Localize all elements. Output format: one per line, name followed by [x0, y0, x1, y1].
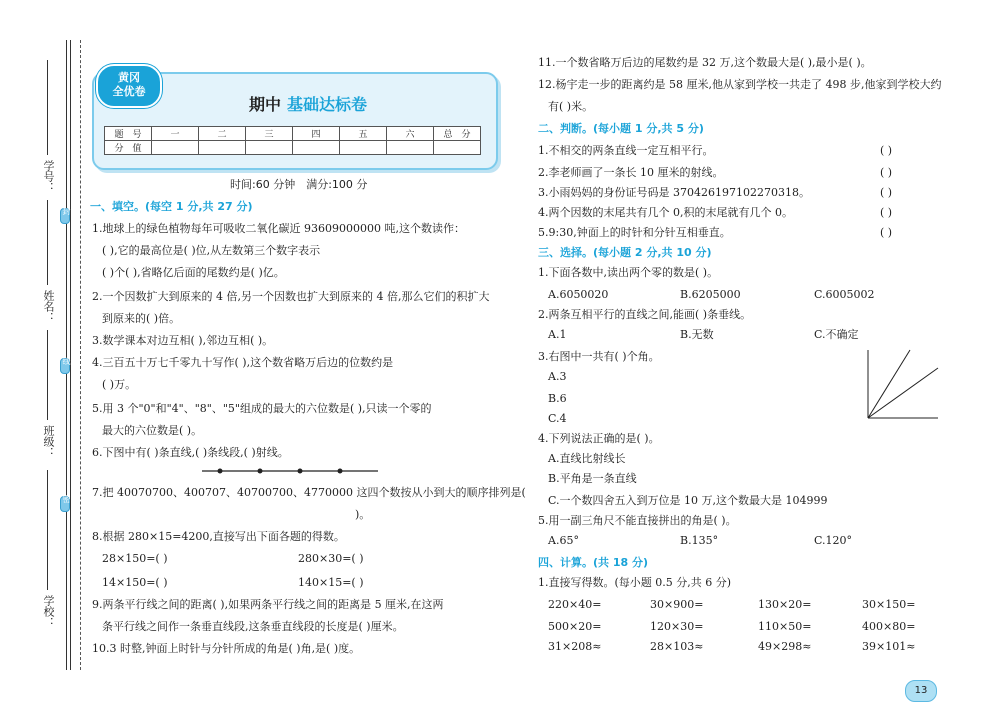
binding-mark-xian-text: 线 — [62, 357, 71, 365]
margin-line-inner — [70, 40, 71, 670]
score-col-header: 三 — [246, 127, 293, 141]
score-table-value-row — [105, 141, 481, 155]
exam-title — [249, 92, 367, 115]
score-cell[interactable] — [340, 141, 387, 155]
name-field[interactable] — [47, 200, 48, 285]
calc-item: 280×30=( ) — [298, 552, 364, 565]
question-text: 5.用一副三角尺不能直接拼出的角是( )。 — [538, 514, 737, 527]
score-row-label: 分 值 — [105, 141, 152, 155]
question-text: 1.地球上的绿色植物每年可吸收二氧化碳近 93609000000 吨,这个数读作： — [92, 222, 465, 235]
judge-item: 3.小雨妈妈的身份证号码是 370426197102270318。 — [538, 186, 810, 199]
question-text: 3.右图中一共有( )个角。 — [538, 350, 660, 363]
binding-mark-mi-text: 密 — [62, 495, 71, 503]
question-text: 8.根据 280×15=4200,直接写出下面各题的得数。 — [92, 530, 345, 543]
question-text: 10.3 时整,钟面上时针与分针所成的角是( )角,是( )度。 — [92, 642, 361, 655]
brand-logo-top: 黄冈 — [118, 71, 140, 84]
score-cell[interactable] — [293, 141, 340, 155]
score-table-header-row — [105, 127, 481, 141]
choice-option: B.135° — [680, 534, 719, 547]
question-text: 11.一个数省略万后边的尾数约是 32 万,这个数最大是( ),最小是( )。 — [538, 56, 872, 69]
brand-logo-bottom: 全优卷 — [112, 85, 146, 98]
calc-item: 130×20= — [758, 598, 812, 611]
angle-figure — [862, 346, 942, 422]
score-col-header: 一 — [152, 127, 199, 141]
judge-paren[interactable]: ( ) — [880, 186, 893, 199]
student-id-field[interactable] — [47, 60, 48, 155]
choice-option: C.6005002 — [814, 288, 875, 301]
question-text: ( )万。 — [102, 378, 137, 391]
score-col-header: 四 — [293, 127, 340, 141]
name-label: 姓名： — [42, 290, 55, 323]
question-text: 到原来的( )倍。 — [102, 312, 181, 325]
judge-item: 4.两个因数的末尾共有几个 0,积的末尾就有几个 0。 — [538, 206, 793, 219]
title-main: 期中 — [249, 95, 282, 114]
section-calc: 四、计算。(共 18 分) — [538, 556, 649, 569]
question-text: 条平行线之间作一条垂直线段,这条垂直线段的长度是( )厘米。 — [102, 620, 404, 633]
school-label: 学校： — [42, 595, 55, 628]
choice-option: C.4 — [548, 412, 567, 425]
calc-item: 220×40= — [548, 598, 602, 611]
section-fill-blank: 一、填空。(每空 1 分,共 27 分) — [90, 200, 253, 213]
question-text: 12.杨宇走一步的距离约是 58 厘米,他从家到学校一共走了 498 步,他家到学校大约 — [538, 78, 942, 91]
calc-item: 400×80= — [862, 620, 916, 633]
calc-item: 28×103≈ — [650, 640, 704, 653]
school-field[interactable] — [47, 470, 48, 590]
question-text: 3.数学课本对边互相( ),邻边互相( )。 — [92, 334, 274, 347]
choice-option: B.无数 — [680, 328, 714, 341]
question-text: 2.两条互相平行的直线之间,能画( )条垂线。 — [538, 308, 752, 321]
calc-item: 30×150= — [862, 598, 916, 611]
score-col-header: 五 — [340, 127, 387, 141]
question-text: 1.直接写得数。(每小题 0.5 分,共 6 分) — [538, 576, 732, 589]
exam-meta: 时间:60 分钟 满分:100 分 — [230, 178, 368, 191]
binding-mark-feng-text: 封 — [62, 207, 71, 215]
judge-paren[interactable]: ( ) — [880, 166, 893, 179]
score-cell[interactable] — [434, 141, 481, 155]
score-col-header: 总 分 — [434, 127, 481, 141]
question-text: ( )个( ),省略亿后面的尾数约是( )亿。 — [102, 266, 285, 279]
calc-item: 14×150=( ) — [102, 576, 168, 589]
question-text: 最大的六位数是( )。 — [102, 424, 203, 437]
brand-logo — [96, 64, 162, 108]
choice-option: A.3 — [548, 370, 567, 383]
judge-paren[interactable]: ( ) — [880, 144, 893, 157]
choice-option: B.平角是一条直线 — [548, 472, 637, 485]
choice-option: A.1 — [548, 328, 567, 341]
score-cell[interactable] — [246, 141, 293, 155]
margin-line-outer — [66, 40, 67, 670]
score-cell[interactable] — [199, 141, 246, 155]
calc-item: 31×208≈ — [548, 640, 602, 653]
question-text: )。 — [355, 508, 371, 521]
judge-item: 1.不相交的两条直线一定互相平行。 — [538, 144, 714, 157]
score-cell[interactable] — [387, 141, 434, 155]
calc-item: 140×15=( ) — [298, 576, 364, 589]
section-choice: 三、选择。(每小题 2 分,共 10 分) — [538, 246, 712, 259]
page-number: 13 — [905, 680, 937, 702]
score-col-header: 二 — [199, 127, 246, 141]
choice-option: C.不确定 — [814, 328, 859, 341]
judge-paren[interactable]: ( ) — [880, 226, 893, 239]
question-text: ( ),它的最高位是( )位,从左数第三个数字表示 — [102, 244, 321, 257]
section-true-false: 二、判断。(每小题 1 分,共 5 分) — [538, 122, 704, 135]
student-id-label: 学号： — [42, 160, 55, 193]
score-col-header: 六 — [387, 127, 434, 141]
calc-item: 28×150=( ) — [102, 552, 168, 565]
line-segment-figure — [200, 464, 380, 478]
question-text: 2.一个因数扩大到原来的 4 倍,另一个因数也扩大到原来的 4 倍,那么它们的积扩大 — [92, 290, 490, 303]
question-text: 9.两条平行线之间的距离( ),如果两条平行线之间的距离是 5 厘米,在这两 — [92, 598, 444, 611]
question-text: 7.把 40070700、400707、40700700、4770000 这四个数按从小到大的顺序排列是( — [92, 486, 526, 499]
question-text: 6.下图中有( )条直线,( )条线段,( )射线。 — [92, 446, 289, 459]
cut-line — [80, 40, 82, 670]
choice-option: C.120° — [814, 534, 853, 547]
class-field[interactable] — [47, 330, 48, 420]
calc-item: 30×900= — [650, 598, 704, 611]
choice-option: C.一个数四舍五入到万位是 10 万,这个数最大是 104999 — [548, 494, 828, 507]
question-text: 有( )米。 — [548, 100, 594, 113]
question-text: 1.下面各数中,读出两个零的数是( )。 — [538, 266, 719, 279]
choice-option: A.6050020 — [548, 288, 609, 301]
judge-item: 2.李老师画了一条长 10 厘米的射线。 — [538, 166, 724, 179]
calc-item: 120×30= — [650, 620, 704, 633]
calc-item: 500×20= — [548, 620, 602, 633]
choice-option: B.6205000 — [680, 288, 741, 301]
judge-item: 5.9:30,钟面上的时针和分针互相垂直。 — [538, 226, 731, 239]
score-col-header: 题 号 — [105, 127, 152, 141]
title-highlight: 基础达标卷 — [287, 95, 368, 114]
question-text: 5.用 3 个"0"和"4"、"8"、"5"组成的最大的六位数是( ),只读一个零的 — [92, 402, 432, 415]
choice-option: A.直线比射线长 — [548, 452, 626, 465]
calc-item: 110×50= — [758, 620, 812, 633]
calc-item: 39×101≈ — [862, 640, 916, 653]
judge-paren[interactable]: ( ) — [880, 206, 893, 219]
question-text: 4.三百五十万七千零九十写作( ),这个数省略万后边的位数约是 — [92, 356, 394, 369]
choice-option: A.65° — [548, 534, 579, 547]
question-text: 4.下列说法正确的是( )。 — [538, 432, 660, 445]
score-cell[interactable] — [152, 141, 199, 155]
calc-item: 49×298≈ — [758, 640, 812, 653]
score-table — [104, 126, 481, 155]
class-label: 班级： — [42, 425, 55, 458]
choice-option: B.6 — [548, 392, 567, 405]
